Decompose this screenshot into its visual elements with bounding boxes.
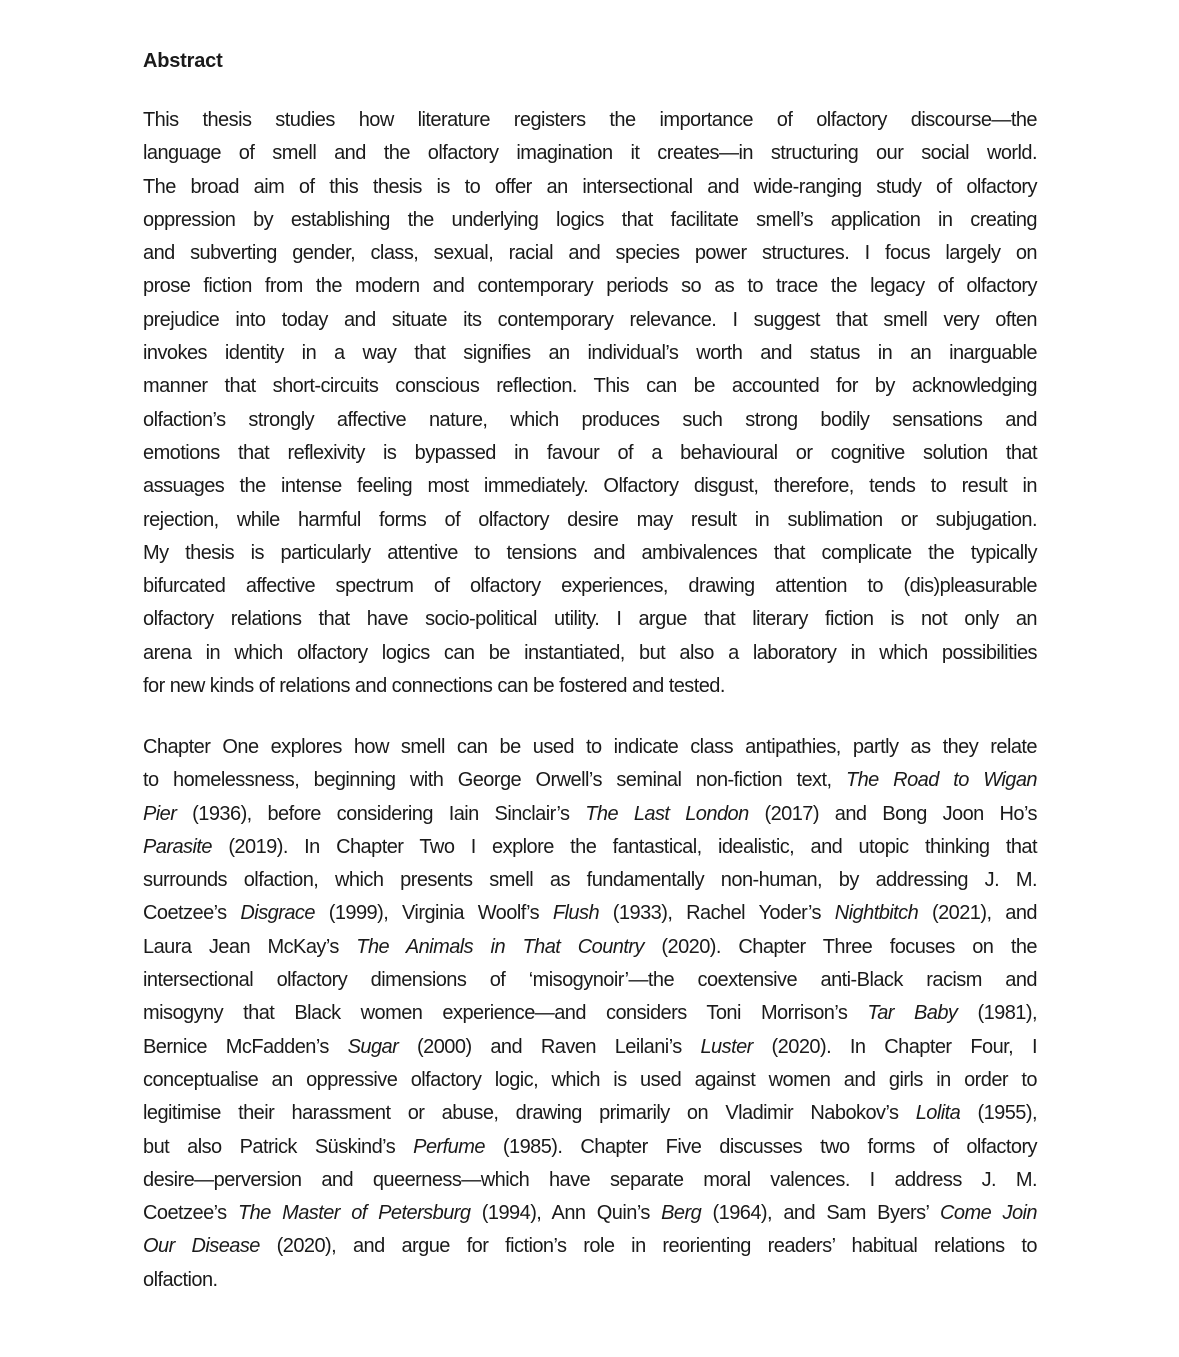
text-segment: Coetzee’s	[143, 1202, 238, 1225]
text-segment: invokes identity in a way that signifies an individual’s worth and status in an inarguable	[143, 342, 1037, 365]
text-line	[143, 864, 1037, 897]
text-line	[143, 1097, 1037, 1130]
text-segment: My thesis is particularly attentive to tensions and ambivalences that complicate the typically	[143, 541, 1037, 564]
italic-title: The Master of Petersburg	[237, 1202, 471, 1225]
text-line	[143, 1230, 1037, 1263]
text-line	[143, 731, 1037, 764]
text-segment: to homelessness, beginning with George Orwell’s seminal non-fiction text,	[143, 769, 846, 792]
text-line	[143, 504, 1037, 537]
text-line	[143, 104, 1037, 137]
text-line	[143, 964, 1037, 997]
text-segment: (2019). In Chapter Two I explore the fantastical, idealistic, and utopic thinking that	[211, 835, 1037, 858]
text-line	[143, 603, 1037, 636]
text-segment: (2021), and	[918, 902, 1037, 925]
italic-title: Luster	[700, 1035, 753, 1058]
text-segment: (1999), Virginia Woolf’s	[314, 902, 553, 925]
text-segment: manner that short-circuits conscious reflection. This can be accounted for by acknowledging	[143, 375, 1037, 398]
text-line	[143, 337, 1037, 370]
text-segment: Coetzee’s	[143, 902, 241, 925]
italic-title: Berg	[661, 1202, 702, 1225]
text-segment: The broad aim of this thesis is to offer an intersectional and wide-ranging study of olfactory	[143, 175, 1037, 198]
text-line	[143, 798, 1037, 831]
text-line	[143, 304, 1037, 337]
italic-title: Flush	[552, 902, 600, 925]
text-segment: prose fiction from the modern and contemporary periods so as to trace the legacy of olfactory	[143, 275, 1037, 298]
text-line	[143, 897, 1037, 930]
text-line	[143, 764, 1037, 797]
text-segment: Laura Jean McKay’s	[143, 935, 357, 958]
italic-title: Nightbitch	[834, 902, 919, 925]
text-line	[143, 1264, 1037, 1297]
text-segment: surrounds olfaction, which presents smell as fundamentally non-human, by addressing J. M.	[143, 869, 1037, 892]
text-line	[143, 237, 1037, 270]
text-line	[143, 1031, 1037, 1064]
text-line	[143, 370, 1037, 403]
text-line	[143, 997, 1037, 1030]
abstract-paragraph-2	[143, 731, 1037, 1297]
italic-title: Our Disease	[143, 1235, 260, 1258]
text-line	[143, 1131, 1037, 1164]
text-segment: and subverting gender, class, sexual, racial and species power structures. I focus largely on	[143, 242, 1037, 265]
text-segment: but also Patrick Süskind’s	[143, 1135, 414, 1158]
abstract-paragraph-1	[143, 104, 1037, 703]
text-segment: Bernice McFadden’s	[143, 1035, 348, 1058]
text-segment: (1994), Ann Quin’s	[470, 1202, 662, 1225]
italic-title: The Road to Wigan	[845, 769, 1037, 792]
text-segment: This thesis studies how literature registers the importance of olfactory discourse—the	[143, 109, 1037, 131]
text-line	[143, 1164, 1037, 1197]
text-segment: (2000) and Raven Leilani’s	[398, 1035, 701, 1058]
text-segment: (1933), Rachel Yoder’s	[599, 902, 835, 925]
text-line	[143, 670, 1037, 703]
text-segment: conceptualise an oppressive olfactory logic, which is used against women and girls in order to	[143, 1068, 1037, 1091]
text-line	[143, 831, 1037, 864]
text-segment: intersectional olfactory dimensions of ‘misogynoir’—the coextensive anti-Black racism and	[143, 969, 1037, 992]
italic-title: Parasite	[143, 835, 212, 858]
text-segment: (1936), before considering Iain Sinclair’s	[176, 802, 586, 825]
text-line	[143, 931, 1037, 964]
text-segment: (2020). Chapter Three focuses on the	[643, 935, 1037, 958]
text-line	[143, 1197, 1037, 1230]
text-segment: legitimise their harassment or abuse, drawing primarily on Vladimir Nabokov’s	[143, 1102, 916, 1125]
text-segment: desire—perversion and queerness—which have separate moral valences. I address J. M.	[143, 1168, 1037, 1191]
italic-title: Pier	[143, 802, 177, 825]
text-segment: (1985). Chapter Five discusses two forms of olfactory	[484, 1135, 1037, 1158]
text-segment: arena in which olfactory logics can be instantiated, but also a laboratory in which possibilities	[143, 641, 1037, 664]
text-line	[143, 404, 1037, 437]
italic-title: Disgrace	[240, 902, 315, 925]
text-segment: rejection, while harmful forms of olfactory desire may result in sublimation or subjugation.	[143, 508, 1037, 531]
text-line	[143, 637, 1037, 670]
text-line	[143, 204, 1037, 237]
text-line	[143, 570, 1037, 603]
text-segment: Chapter One explores how smell can be used to indicate class antipathies, partly as they relate	[143, 736, 1037, 758]
text-segment: prejudice into today and situate its contemporary relevance. I suggest that smell very often	[143, 308, 1037, 331]
text-segment: (2020). In Chapter Four, I	[752, 1035, 1037, 1058]
text-line	[143, 437, 1037, 470]
text-segment: olfaction’s strongly affective nature, which produces such strong bodily sensations and	[143, 408, 1037, 431]
italic-title: The Animals in That Country	[356, 935, 644, 958]
text-segment: for new kinds of relations and connections can be fostered and tested.	[143, 675, 725, 698]
text-line	[143, 171, 1037, 204]
text-line	[143, 137, 1037, 170]
text-segment: bifurcated affective spectrum of olfactory experiences, drawing attention to (dis)pleasurable	[143, 575, 1037, 598]
abstract-heading: Abstract	[143, 50, 223, 72]
italic-title: Sugar	[347, 1035, 399, 1058]
text-segment: (1981),	[957, 1002, 1037, 1025]
text-segment: olfactory relations that have socio-political utility. I argue that literary fiction is not only an	[143, 608, 1037, 631]
text-segment: language of smell and the olfactory imagination it creates—in structuring our social world.	[143, 142, 1037, 165]
text-segment: misogyny that Black women experience—and considers Toni Morrison’s	[143, 1002, 868, 1025]
text-segment: oppression by establishing the underlying logics that facilitate smell’s application in creating	[143, 208, 1037, 231]
text-line	[143, 1064, 1037, 1097]
italic-title: Lolita	[915, 1102, 961, 1125]
text-line	[143, 470, 1037, 503]
text-segment: (1955),	[960, 1102, 1037, 1125]
text-segment: emotions that reflexivity is bypassed in favour of a behavioural or cognitive solution that	[143, 441, 1037, 464]
italic-title: Tar Baby	[867, 1002, 958, 1025]
text-segment: (2020), and argue for fiction’s role in reorienting readers’ habitual relations to	[259, 1235, 1037, 1258]
text-segment: (1964), and Sam Byers’	[701, 1202, 941, 1225]
italic-title: Come Join	[940, 1202, 1037, 1225]
text-segment: assuages the intense feeling most immediately. Olfactory disgust, therefore, tends to result in	[143, 475, 1037, 498]
text-line	[143, 537, 1037, 570]
text-segment: olfaction.	[143, 1268, 218, 1291]
italic-title: Perfume	[413, 1135, 485, 1158]
text-segment: (2017) and Bong Joon Ho’s	[748, 802, 1037, 825]
text-line	[143, 270, 1037, 303]
italic-title: The Last London	[585, 802, 749, 825]
